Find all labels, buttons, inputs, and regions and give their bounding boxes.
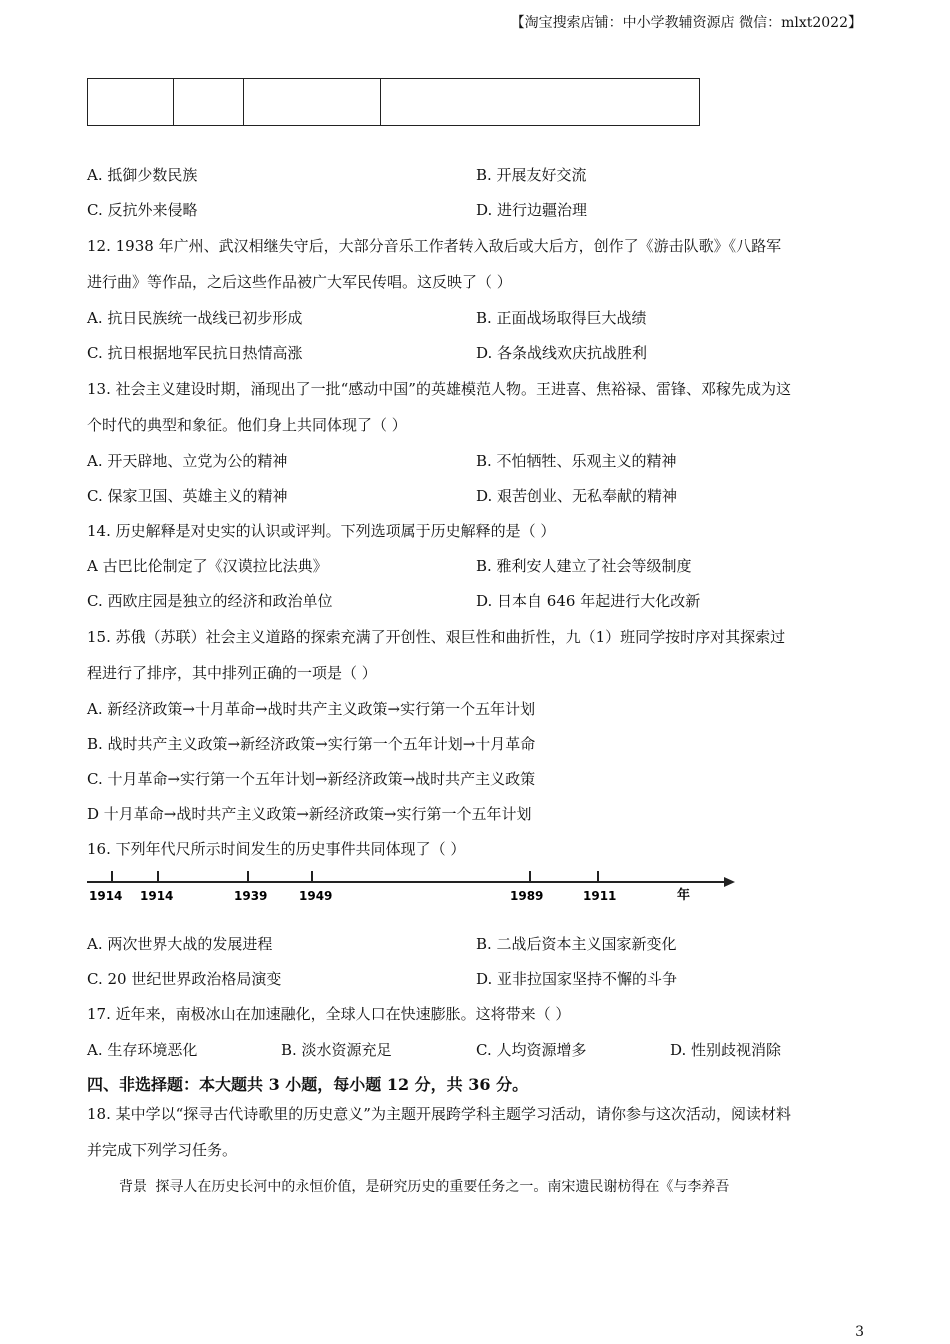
q12-option-c: C. 抗日根据地军民抗日热情高涨 [87,344,303,362]
q15-stem-line2: 程进行了排序，其中排列正确的一项是（ ） [87,664,377,682]
q14-option-c: C. 西欧庄园是独立的经济和政治单位 [87,592,333,610]
q15-stem-line1: 15. 苏俄（苏联）社会主义道路的探索充满了开创性、艰巨性和曲折性，九（1）班同学按时序对其探索过 [87,628,786,646]
q16-option-c: C. 20 世纪世界政治格局演变 [87,970,282,988]
q16-option-d: D. 亚非拉国家坚持不懈的斗争 [476,970,678,988]
q13-option-d: D. 艰苦创业、无私奉献的精神 [476,487,678,505]
q12-stem-line1: 12. 1938 年广州、武汉相继失守后，大部分音乐工作者转入敌后或大后方，创作了《游击队歌》《八路军 [87,237,782,255]
timeline-arrow [724,877,735,887]
q15-option-d: D 十月革命→战时共产主义政策→新经济政策→实行第一个五年计划 [87,805,532,823]
q18-stem-line2: 并完成下列学习任务。 [87,1141,238,1159]
q15-option-a: A. 新经济政策→十月革命→战时共产主义政策→实行第一个五年计划 [87,700,536,718]
q17-option-c: C. 人均资源增多 [476,1041,587,1059]
q12-option-a: A. 抗日民族统一战线已初步形成 [87,309,303,327]
table-cell [381,79,700,126]
timeline-label: 1949 [299,889,333,903]
q17-option-d: D. 性别歧视消除 [670,1041,782,1059]
table-cell [88,79,174,126]
q11-option-b: B. 开展友好交流 [476,166,587,184]
q17-stem: 17. 近年来，南极冰山在加速融化，全球人口在快速膨胀。这将带来（ ） [87,1005,571,1023]
timeline-axis-label: 年 [677,888,691,903]
section-heading: 四、非选择题：本大题共 3 小题，每小题 12 分，共 36 分。 [87,1075,529,1094]
timeline-label: 1911 [583,889,617,903]
q12-stem-line2: 进行曲》等作品，之后这些作品被广大军民传唱。这反映了（ ） [87,273,512,291]
q13-option-c: C. 保家卫国、英雄主义的精神 [87,487,288,505]
q14-stem: 14. 历史解释是对史实的认识或评判。下列选项属于历史解释的是（ ） [87,522,556,540]
q11-option-a: A. 抵御少数民族 [87,166,198,184]
q13-option-a: A. 开天辟地、立党为公的精神 [87,452,288,470]
q18-background: 背景 探寻人在历史长河中的永恒价值，是研究历史的重要任务之一。南宋遗民谢枋得在《与李养吾 [119,1179,730,1195]
q14-option-a: A 古巴比伦制定了《汉谟拉比法典》 [87,557,328,575]
answer-table [87,78,700,126]
timeline-label: 1939 [234,889,268,903]
q16-option-a: A. 两次世界大战的发展进程 [87,935,273,953]
q12-option-d: D. 各条战线欢庆抗战胜利 [476,344,648,362]
table-cell [174,79,244,126]
q15-option-c: C. 十月革命→实行第一个五年计划→新经济政策→战时共产主义政策 [87,770,536,788]
table-cell [244,79,381,126]
timeline [87,862,747,908]
q16-option-b: B. 二战后资本主义国家新变化 [476,935,677,953]
q17-option-a: A. 生存环境恶化 [87,1041,198,1059]
timeline-label: 1989 [510,889,544,903]
q13-stem-line1: 13. 社会主义建设时期，涌现出了一批“感动中国”的英雄模范人物。王进喜、焦裕禄、雷锋、邓稼先成为这 [87,380,791,398]
q14-option-d: D. 日本自 646 年起进行大化改新 [476,592,701,610]
q11-option-d: D. 进行边疆治理 [476,201,588,219]
timeline-label: 1914 [140,889,174,903]
timeline-label: 1914 [89,889,123,903]
q14-option-b: B. 雅利安人建立了社会等级制度 [476,557,692,575]
q15-option-b: B. 战时共产主义政策→新经济政策→实行第一个五年计划→十月革命 [87,735,536,753]
page-header: 【淘宝搜索店铺：中小学教辅资源店 微信：mlxt2022】 [510,15,862,31]
q16-stem: 16. 下列年代尺所示时间发生的历史事件共同体现了（ ） [87,840,466,858]
q18-stem-line1: 18. 某中学以“探寻古代诗歌里的历史意义”为主题开展跨学科主题学习活动，请你参与这次活动，阅读材料 [87,1105,791,1123]
q17-option-b: B. 淡水资源充足 [281,1041,392,1059]
page-number: 3 [855,1324,864,1340]
q12-option-b: B. 正面战场取得巨大战绩 [476,309,647,327]
q11-option-c: C. 反抗外来侵略 [87,201,198,219]
q13-option-b: B. 不怕牺牲、乐观主义的精神 [476,452,677,470]
q13-stem-line2: 个时代的典型和象征。他们身上共同体现了（ ） [87,416,407,434]
